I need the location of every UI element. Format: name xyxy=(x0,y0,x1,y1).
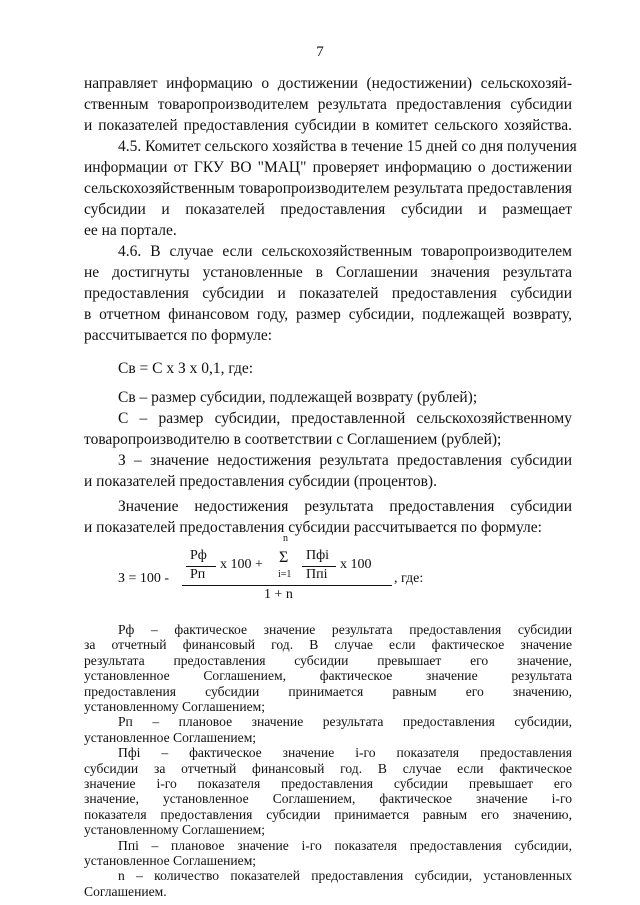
text-line: установленному Соглашением; xyxy=(84,822,266,838)
text-line: установленное Соглашением; xyxy=(84,729,257,745)
formula-rf: Рф xyxy=(190,548,207,563)
text-line: рассчитывается по формуле: xyxy=(84,327,273,344)
text-line: З – значение недостижения результата предоставления субсидии xyxy=(118,452,572,469)
text-line: значение, установленное Соглашением, фактическое значение i-го xyxy=(84,791,572,807)
text-line: и показателей предоставления субсидии в комитет сельского хозяйства. xyxy=(84,117,572,134)
text-line: установленному Соглашением; xyxy=(84,699,266,714)
text-line: результата предоставления субсидии превышает его значение, xyxy=(84,652,572,668)
formula-pf: Пфi xyxy=(306,548,330,563)
text-line: 4.6. В случае если сельскохозяйственным товаропроизводителем xyxy=(118,243,572,260)
formula-rp: Рп xyxy=(190,567,206,582)
page-number: 7 xyxy=(316,44,324,60)
text-line: установленное Соглашением; xyxy=(84,853,257,868)
formula-tail: , где: xyxy=(394,571,424,586)
text-line: 4.5. Комитет сельского хозяйства в течение 15 дней со дня получения xyxy=(118,138,577,155)
text-line: Значение недостижения результата предоставления субсидии xyxy=(118,498,572,515)
text-line: не достигнуты установленные в Соглашении значения результата xyxy=(84,264,572,281)
text-line: направляет информацию о достижении (недостижении) сельскохозяй- xyxy=(84,75,572,92)
formula-shortfall xyxy=(118,533,538,615)
text-line: информации от ГКУ ВО "МАЦ" проверяет информацию о достижении xyxy=(84,159,572,176)
formula-lhs: З = 100 - xyxy=(118,571,170,586)
formula-refund: Св = С х З х 0,1, где: xyxy=(118,360,254,377)
text-line: установленное Соглашением, фактическое значение результата xyxy=(84,668,572,684)
formula-x100b: х 100 xyxy=(340,557,372,572)
text-line: и показателей предоставления субсидии рассчитывается по формуле: xyxy=(84,519,542,536)
text-line: товаропроизводителю в соответствии с Соглашением (рублей); xyxy=(84,431,502,448)
text-line: n – количество показателей предоставления субсидии, установленных xyxy=(118,868,572,884)
text-line: субсидии за отчетный финансовый год. В случае если фактическое xyxy=(84,760,572,776)
text-line: Св – размер субсидии, подлежащей возврату (рублей); xyxy=(118,389,478,406)
text-line: сельскохозяйственным товаропроизводителем результата предоставления xyxy=(84,180,572,197)
formula-n-top: n xyxy=(283,533,288,544)
text-line: ее на портале. xyxy=(84,222,177,239)
text-line: значение i-го показателя предоставления субсидии превышает его xyxy=(84,776,572,791)
text-line: в отчетном финансовом году, размер субсидии, подлежащей возврату, xyxy=(84,306,572,323)
text-line: и показателей предоставления субсидии (процентов). xyxy=(84,473,437,490)
formula-x100a: х 100 + xyxy=(220,557,263,572)
text-line: за отчетный финансовый год. В случае если фактическое значение xyxy=(84,637,572,653)
formula-denominator: 1 + n xyxy=(264,587,293,602)
text-line: Соглашением. xyxy=(84,883,167,899)
text-line: Пфi – фактическое значение i-го показателя предоставления xyxy=(118,745,572,761)
text-line: ственным товаропроизводителем результата предоставления субсидии xyxy=(84,96,572,113)
text-line: Рп – плановое значение результата предоставления субсидии, xyxy=(118,714,572,730)
text-line: субсидии и показателей предоставления субсидии и размещает xyxy=(84,201,572,218)
fraction-bar-main xyxy=(182,585,392,586)
formula-sigma: Σ xyxy=(279,549,289,566)
text-line: предоставления субсидии и показателей предоставления субсидии xyxy=(84,285,572,302)
formula-pp: Ппi xyxy=(306,567,328,582)
text-line: С – размер субсидии, предоставленной сельскохозяйственному xyxy=(118,410,572,427)
text-line: Рф – фактическое значение результата предоставления субсидии xyxy=(118,622,572,637)
text-line: Ппi – плановое значение i-го показателя предоставления субсидии, xyxy=(118,837,572,853)
text-line: показателя предоставления субсидии принимается равным его значению, xyxy=(84,806,572,822)
text-line: предоставления субсидии принимается равным его значению, xyxy=(84,683,572,699)
formula-i1: i=1 xyxy=(278,569,292,580)
